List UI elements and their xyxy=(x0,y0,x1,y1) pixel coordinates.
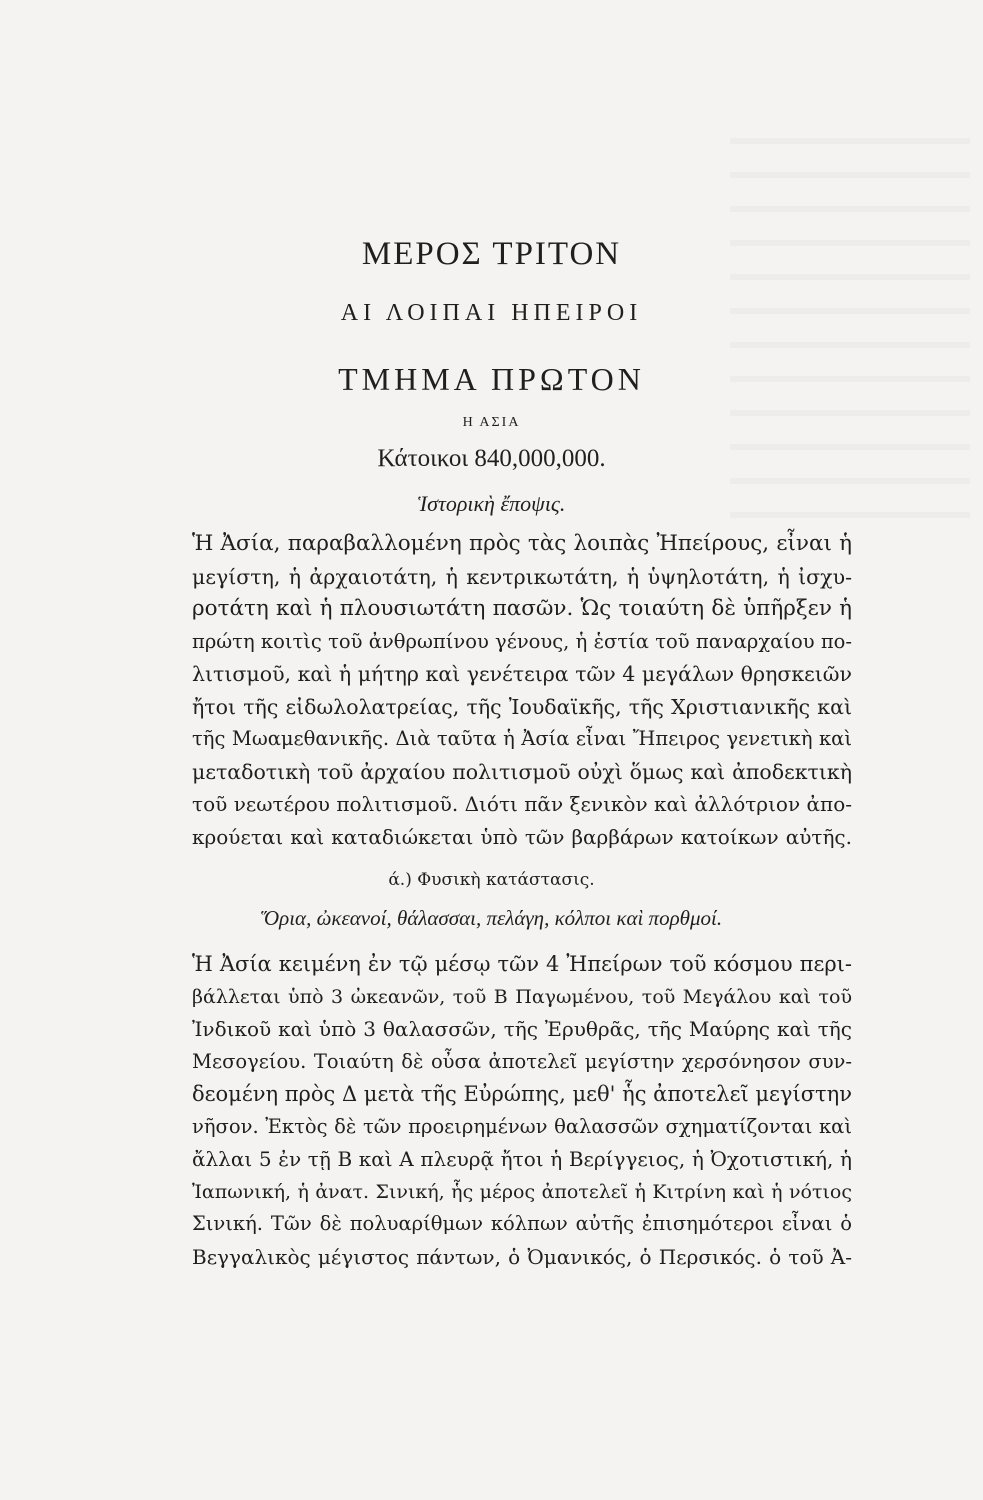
population-line: Κάτοικοι 840,000,000. xyxy=(377,445,606,472)
continents-heading: ΑΙ ΛΟΙΠΑΙ ΗΠΕΙΡΟΙ xyxy=(340,300,643,326)
text-line: μεταδοτικὴ τοῦ ἀρχαίου πολιτισμοῦ οὐχὶ ὅμως καὶ ἀποδεκτικὴ xyxy=(192,759,852,784)
text-line: κρούεται καὶ καταδιώκεται ὑπὸ τῶν βαρβάρων κατοίκων αὐτῆς. xyxy=(192,824,852,849)
text-line: Ἰαπωνική, ἡ ἀνατ. Σινική, ἧς μέρος ἀποτελεῖ ἡ Κιτρίνη καὶ ἡ νότιος xyxy=(192,1180,852,1203)
historical-overview-heading: Ἱστορικὴ ἔποψις. xyxy=(417,491,566,516)
part-heading: ΜΕΡΟΣ ΤΡΙΤΟΝ xyxy=(361,236,622,272)
subsection-physical-heading: ά.) Φυσικὴ κατάστασις. xyxy=(388,870,595,890)
text-line: βάλλεται ὑπὸ 3 ὠκεανῶν, τοῦ Β Παγωμένου, τοῦ Μεγάλου καὶ τοῦ xyxy=(192,985,852,1008)
asia-heading: Η ΑΣΙΑ xyxy=(462,415,521,430)
text-line: Μεσογείου. Τοιαύτη δὲ οὖσα ἀποτελεῖ μεγίστην χερσόνησον συν- xyxy=(192,1049,852,1073)
section-heading: ΤΜΗΜΑ ΠΡΩΤΟΝ xyxy=(338,361,645,397)
text-line: μεγίστη, ἡ ἀρχαιοτάτη, ἡ κεντρικωτάτη, ἡ ὑψηλοτάτη, ἡ ἰσχυ- xyxy=(192,564,852,589)
text-line: Ἰνδικοῦ καὶ ὑπὸ 3 θαλασσῶν, τῆς Ἐρυθρᾶς, τῆς Μαύρης καὶ τῆς xyxy=(192,1017,852,1041)
paragraph-geography xyxy=(192,948,852,1273)
text-line: Βεγγαλικὸς μέγιστος πάντων, ὁ Ὀμανικός, ὁ Περσικός. ὁ τοῦ Ἀ- xyxy=(192,1244,852,1269)
text-line: ἄλλαι 5 ἐν τῇ Β καὶ Α πλευρᾷ ἤτοι ἡ Βερίγγειος, ἡ Ὀχοτιστική, ἡ xyxy=(192,1147,852,1171)
text-line: ἤτοι τῆς εἰδωλολατρείας, τῆς Ἰουδαϊκῆς, τῆς Χριστιανικῆς καὶ xyxy=(192,694,852,719)
text-line: δεομένη πρὸς Δ μετὰ τῆς Εὐρώπης, μεθ' ἧς ἀποτελεῖ μεγίστην xyxy=(192,1082,852,1106)
text-line: πρώτη κοιτὶς τοῦ ἀνθρωπίνου γένους, ἡ ἑστία τοῦ παναρχαίου πο- xyxy=(192,629,852,653)
text-line: τοῦ νεωτέρου πολιτισμοῦ. Διότι πᾶν ξενικὸν καὶ ἀλλότριον ἀπο- xyxy=(192,792,852,816)
text-line: ροτάτη καὶ ἡ πλουσιωτάτη πασῶν. Ὡς τοιαύτη δὲ ὑπῆρξεν ἡ xyxy=(192,596,852,621)
text-line: τῆς Μωαμεθανικῆς. Διὰ ταῦτα ἡ Ἀσία εἶναι Ἤπειρος γενετικὴ καὶ xyxy=(192,727,852,750)
subsection-borders-heading: Ὅρια, ὠκεανοί, θάλασσαι, πελάγη, κόλποι καὶ πορθμοί. xyxy=(260,906,723,930)
text-line: Ἡ Ἀσία, παραβαλλομένη πρὸς τὰς λοιπὰς Ἠπείρους, εἶναι ἡ xyxy=(192,531,852,556)
text-line: Ἡ Ἀσία κειμένη ἐν τῷ μέσῳ τῶν 4 Ἠπείρων τοῦ κόσμου περι- xyxy=(192,952,852,976)
text-line: λιτισμοῦ, καὶ ἡ μήτηρ καὶ γενέτειρα τῶν 4 μεγάλων θρησκειῶν xyxy=(192,662,852,686)
text-line: Σινική. Τῶν δὲ πολυαρίθμων κόλπων αὐτῆς ἐπισημότεροι εἶναι ὁ xyxy=(192,1212,852,1235)
paragraph-historical xyxy=(192,528,852,853)
text-line: νῆσον. Ἐκτὸς δὲ τῶν προειρημένων θαλασσῶν σχηματίζονται καὶ xyxy=(192,1114,852,1138)
